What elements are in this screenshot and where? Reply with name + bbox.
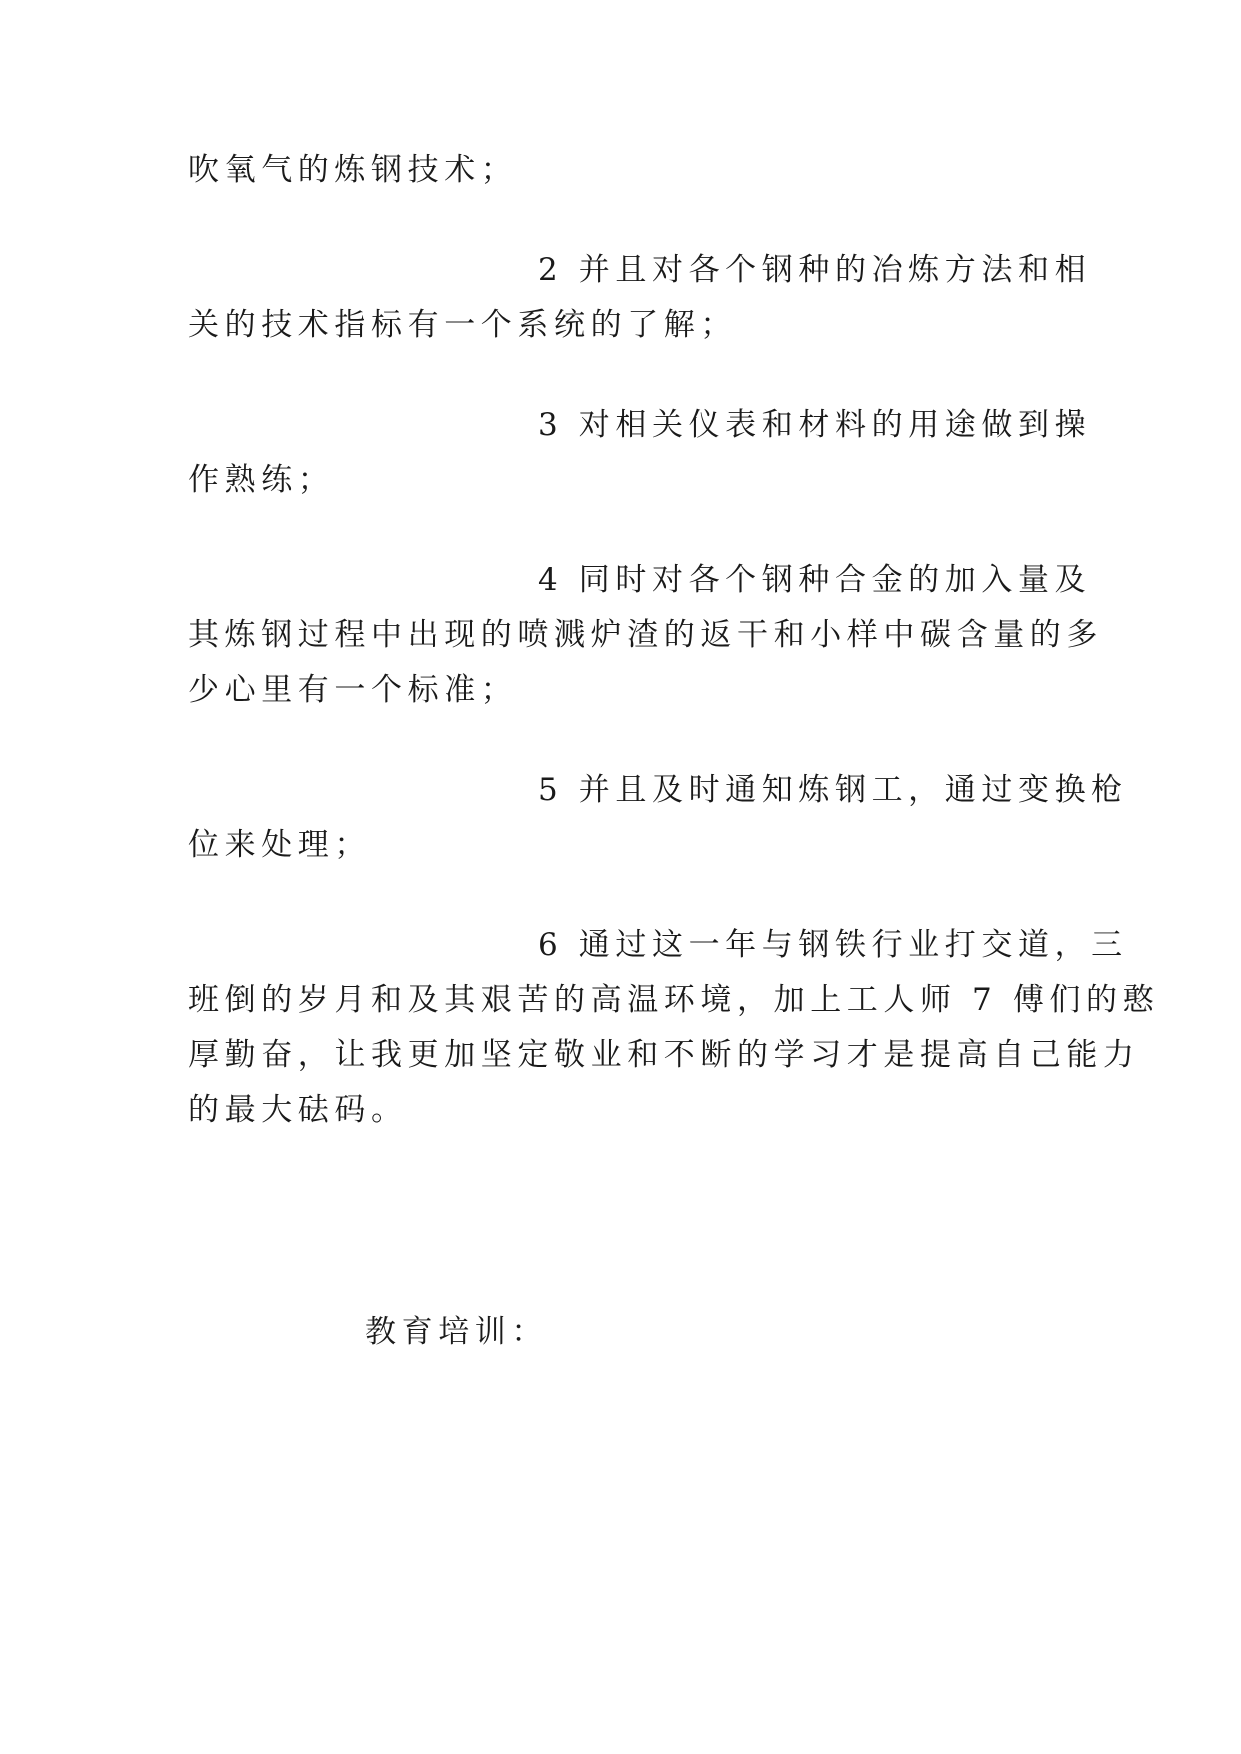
- paragraph-3-line-1: 3 对相关仪表和材料的用途做到操: [538, 407, 1092, 443]
- paragraph-4-line-3: 少心里有一个标准；: [188, 672, 518, 708]
- paragraph-1-line-1: 吹氧气的炼钢技术；: [188, 152, 518, 188]
- paragraph-5-line-2: 位来处理；: [188, 827, 371, 863]
- section-heading: 教育培训：: [365, 1314, 548, 1350]
- paragraph-2-line-2: 关的技术指标有一个系统的了解；: [188, 307, 737, 343]
- paragraph-4-line-1: 4 同时对各个钢种合金的加入量及: [538, 562, 1092, 598]
- paragraph-6-line-2: 班倒的岁月和及其艰苦的高温环境，加上工人师 7 傅们的憨: [188, 982, 1160, 1018]
- paragraph-6-line-1: 6 通过这一年与钢铁行业打交道，三: [538, 927, 1128, 963]
- paragraph-3-line-2: 作熟练；: [188, 462, 335, 498]
- paragraph-4-line-2: 其炼钢过程中出现的喷溅炉渣的返干和小样中碳含量的多: [188, 617, 1103, 653]
- paragraph-6-line-4: 的最大砝码。: [188, 1092, 408, 1128]
- paragraph-5-line-1: 5 并且及时通知炼钢工，通过变换枪: [538, 772, 1128, 808]
- paragraph-2-line-1: 2 并且对各个钢种的冶炼方法和相: [538, 252, 1092, 288]
- paragraph-6-line-3: 厚勤奋，让我更加坚定敬业和不断的学习才是提高自己能力: [188, 1037, 1140, 1073]
